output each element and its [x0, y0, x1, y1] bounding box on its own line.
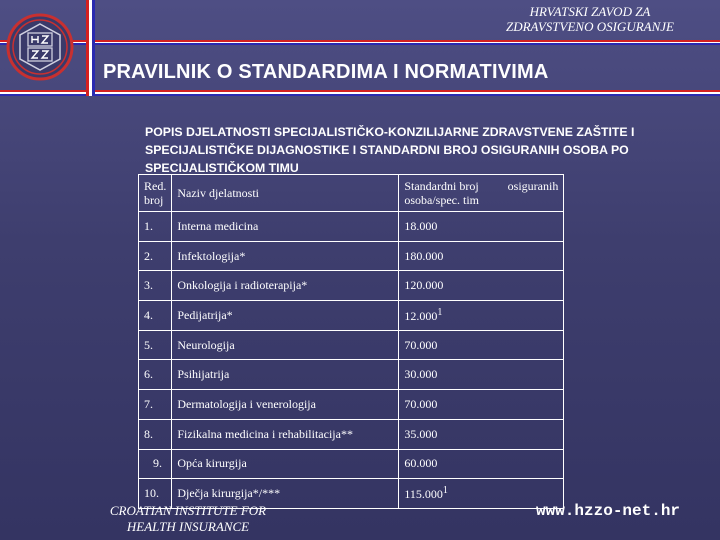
row-standard — [399, 301, 564, 331]
row-name: Onkologija i radioterapija* — [172, 271, 399, 301]
row-name: Opća kirurgija — [172, 449, 399, 479]
row-standard-value: 60.000 — [404, 456, 438, 471]
top-stripe-blue — [0, 43, 720, 45]
row-standard — [399, 360, 564, 390]
row-number: 10. — [139, 479, 172, 509]
row-number: 7. — [139, 390, 172, 420]
org-name — [470, 4, 710, 34]
row-name: Psihijatrija — [172, 360, 399, 390]
header-name-text: Naziv djelatnosti — [177, 186, 259, 200]
row-number: 9. — [139, 449, 172, 479]
subtitle: POPIS DJELATNOSTI SPECIJALISTIČKO-KONZILIJARNE ZDRAVSTVENE ZAŠTITE I SPECIJALISTIČKE DIJAGNOSTIKE I STANDARDNI BROJ OSIGURANIH OSOBA PO SPECIJALISTIČKOM TIMU — [145, 125, 635, 175]
row-name: Fizikalna medicina i rehabilitacija** — [172, 419, 399, 449]
website-link[interactable]: www.hzzo-net.hr — [536, 502, 681, 520]
table-row — [139, 419, 564, 449]
row-name: Pedijatrija* — [172, 301, 399, 331]
table-row — [139, 301, 564, 331]
row-standard — [399, 330, 564, 360]
footer-org-line2: HEALTH INSURANCE — [126, 519, 250, 534]
table-row — [139, 360, 564, 390]
table-header-row — [139, 175, 564, 212]
table-row — [139, 241, 564, 271]
table-row — [139, 449, 564, 479]
row-standard — [399, 419, 564, 449]
row-standard-value: 115.000 — [404, 487, 443, 502]
mid-stripe-blue — [0, 94, 720, 96]
row-standard — [399, 449, 564, 479]
row-standard-footnote: 1 — [437, 306, 443, 318]
org-name-line2: ZDRAVSTVENO OSIGURANJE — [506, 19, 674, 34]
header-number-line1: Red. — [144, 179, 167, 193]
row-standard-value: 120.000 — [404, 278, 444, 293]
row-number: 8. — [139, 419, 172, 449]
header-standard-line2: osoba/spec. tim — [404, 193, 479, 207]
header-cell-number — [139, 175, 172, 212]
hzzo-logo-icon — [4, 11, 76, 83]
header-cell-name — [172, 175, 399, 212]
row-standard — [399, 212, 564, 242]
row-standard-value: 180.000 — [404, 248, 444, 263]
row-standard-value: 70.000 — [404, 337, 438, 352]
header-standard-word: osiguranih — [507, 179, 559, 193]
row-standard — [399, 390, 564, 420]
header-cell-standard — [399, 175, 564, 212]
table-row — [139, 390, 564, 420]
header-standard-line1: Standardni broj — [404, 179, 479, 193]
footer-org-english — [93, 503, 283, 535]
header-number-line2: broj — [144, 193, 164, 207]
row-standard-footnote: 1 — [442, 485, 448, 497]
row-number: 4. — [139, 301, 172, 331]
org-name-line1: HRVATSKI ZAVOD ZA — [529, 4, 651, 19]
row-name: Interna medicina — [172, 212, 399, 242]
table-row — [139, 330, 564, 360]
table-row — [139, 271, 564, 301]
row-number: 1. — [139, 212, 172, 242]
row-name: Infektologija* — [172, 241, 399, 271]
row-number: 6. — [139, 360, 172, 390]
row-standard-value: 12.000 — [404, 308, 438, 323]
row-standard — [399, 271, 564, 301]
row-name: Neurologija — [172, 330, 399, 360]
row-number: 5. — [139, 330, 172, 360]
page-title: PRAVILNIK O STANDARDIMA I NORMATIVIMA — [103, 61, 549, 83]
table-row — [139, 212, 564, 242]
row-standard-value: 70.000 — [404, 396, 438, 411]
row-standard-value: 30.000 — [404, 367, 438, 382]
row-name: Dermatologija i venerologija — [172, 390, 399, 420]
row-number: 2. — [139, 241, 172, 271]
vertical-stripe-blue — [92, 0, 95, 96]
row-number: 3. — [139, 271, 172, 301]
footer-org-line1: CROATIAN INSTITUTE FOR — [109, 503, 267, 518]
row-standard-value: 35.000 — [404, 426, 438, 441]
row-standard — [399, 241, 564, 271]
row-name: Dječja kirurgija*/*** — [172, 479, 399, 509]
standards-table — [138, 174, 564, 509]
row-standard-value: 18.000 — [404, 218, 438, 233]
